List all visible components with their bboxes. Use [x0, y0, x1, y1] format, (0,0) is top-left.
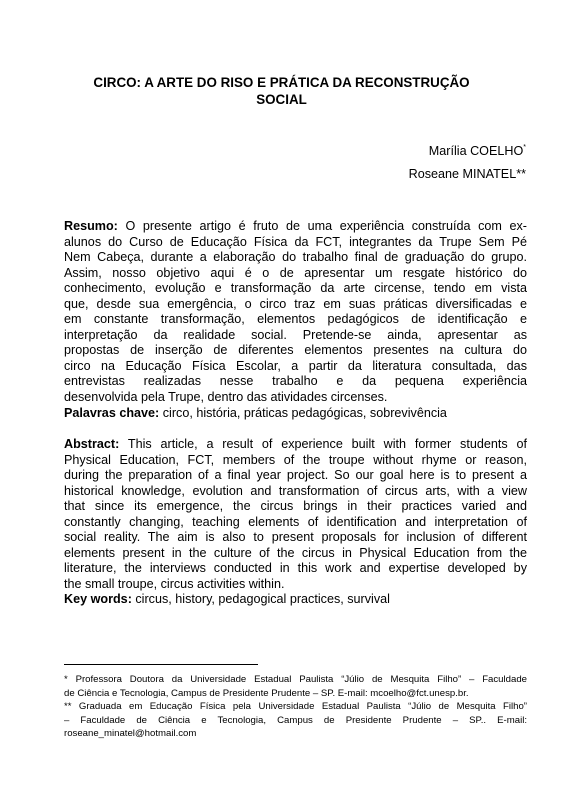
palavras-chave	[64, 406, 527, 422]
author-2	[409, 167, 526, 182]
resumo-line: que, desde sua emergência, o circo traz em suas práticas diversificadas e	[64, 296, 527, 311]
abstract-line: Physical Education, FCT, members of the troupe without rhyme or reason,	[64, 452, 527, 467]
abstract-line: social reality. The aim is also to present proposals for inclusion of different	[64, 530, 527, 545]
resumo-line: interpretação da realidade social. Pretende-se ainda, apresentar as	[64, 327, 527, 342]
abstract-line: elements present in the culture of the circus in Physical Education from the	[64, 545, 527, 560]
abstract-line: Abstract: This article, a result of experience built with former students of	[64, 437, 527, 451]
footnotes	[64, 673, 527, 741]
footnote-line: roseane_minatel@hotmail.com	[64, 728, 197, 739]
palavras-chave-label: Palavras chave:	[64, 405, 160, 420]
abstract-line: that since its emergence, the circus brings in their practices varied and	[64, 499, 527, 514]
abstract-label: Abstract:	[64, 437, 120, 451]
author-1-mark: *	[523, 144, 526, 151]
title-line-2: SOCIAL	[256, 92, 307, 107]
key-words	[64, 592, 527, 608]
key-words-label: Key words:	[64, 592, 132, 607]
title-line-1: CIRCO: A ARTE DO RISO E PRÁTICA DA RECONSTRUÇÃO	[93, 75, 470, 90]
resumo-line: Assim, nosso objetivo aqui é o de apresentar um resgate histórico do	[64, 265, 527, 280]
abstract-line: the small troupe, circus activities within.	[64, 576, 285, 591]
palavras-chave-text: circo, história, práticas pedagógicas, sobrevivência	[159, 405, 447, 420]
author-1	[429, 144, 526, 159]
abstract-line: constantly changing, teaching elements of identification and interpretation of	[64, 514, 527, 529]
resumo-line: desenvolvida pela Trupe, dentro das atividades circenses.	[64, 390, 388, 405]
author-2-name: Roseane MINATEL**	[408, 167, 526, 181]
resumo-line: alunos do Curso de Educação Física da FCT, integrantes da Trupe Sem Pé	[64, 234, 527, 249]
abstract-line: literature, the interviews conducted in this work and expertise developed by	[64, 561, 527, 576]
resumo-line: circo na Educação Física Escolar, a partir da literatura consultada, das	[64, 358, 527, 373]
abstract-section	[64, 437, 527, 608]
resumo-label: Resumo:	[64, 219, 118, 233]
resumo-line: em constante transformação, elementos pedagógicos de identificação e	[64, 312, 527, 327]
footnote-separator	[64, 664, 258, 665]
key-words-text: circus, history, pedagogical practices, survival	[131, 592, 390, 607]
resumo-line: Nem Cabeça, durante a elaboração do trabalho final de graduação do grupo.	[64, 250, 527, 265]
footnote-line: * Professora Doutora da Universidade Estadual Paulista “Júlio de Mesquita Filho” – Faculdade	[64, 674, 527, 685]
author-1-name: Marília COELHO	[428, 144, 524, 158]
resumo-line: conhecimento, evolução e transformação da arte circense, tendo em vista	[64, 281, 527, 296]
resumo-line: propostas de inserção de diferentes elementos presentes na cultura do	[64, 343, 527, 358]
paper-title	[60, 74, 503, 108]
resumo-line: entrevistas realizadas nesse trabalho e da pequena experiência	[64, 374, 527, 389]
abstract-line: historical knowledge, evolution and transformation of circus arts, with a view	[64, 483, 527, 498]
footnote-line: de Ciência e Tecnologia, Campus de Presidente Prudente – SP. E-mail: mcoelho@fct.unesp.br.	[64, 687, 469, 699]
footnote-line: ** Graduada em Educação Física pela Universidade Estadual Paulista “Júlio de Mesquita Filho”	[64, 701, 527, 712]
abstract-line: during the preparation of a final year project. So our goal here is to present a	[64, 468, 527, 483]
footnote-line: – Faculdade de Ciência e Tecnologia, Campus de Presidente Prudente – SP.. E-mail:	[64, 714, 527, 726]
resumo-section	[64, 219, 527, 421]
resumo-line: Resumo: O presente artigo é fruto de uma experiência construída com ex-	[64, 219, 527, 233]
